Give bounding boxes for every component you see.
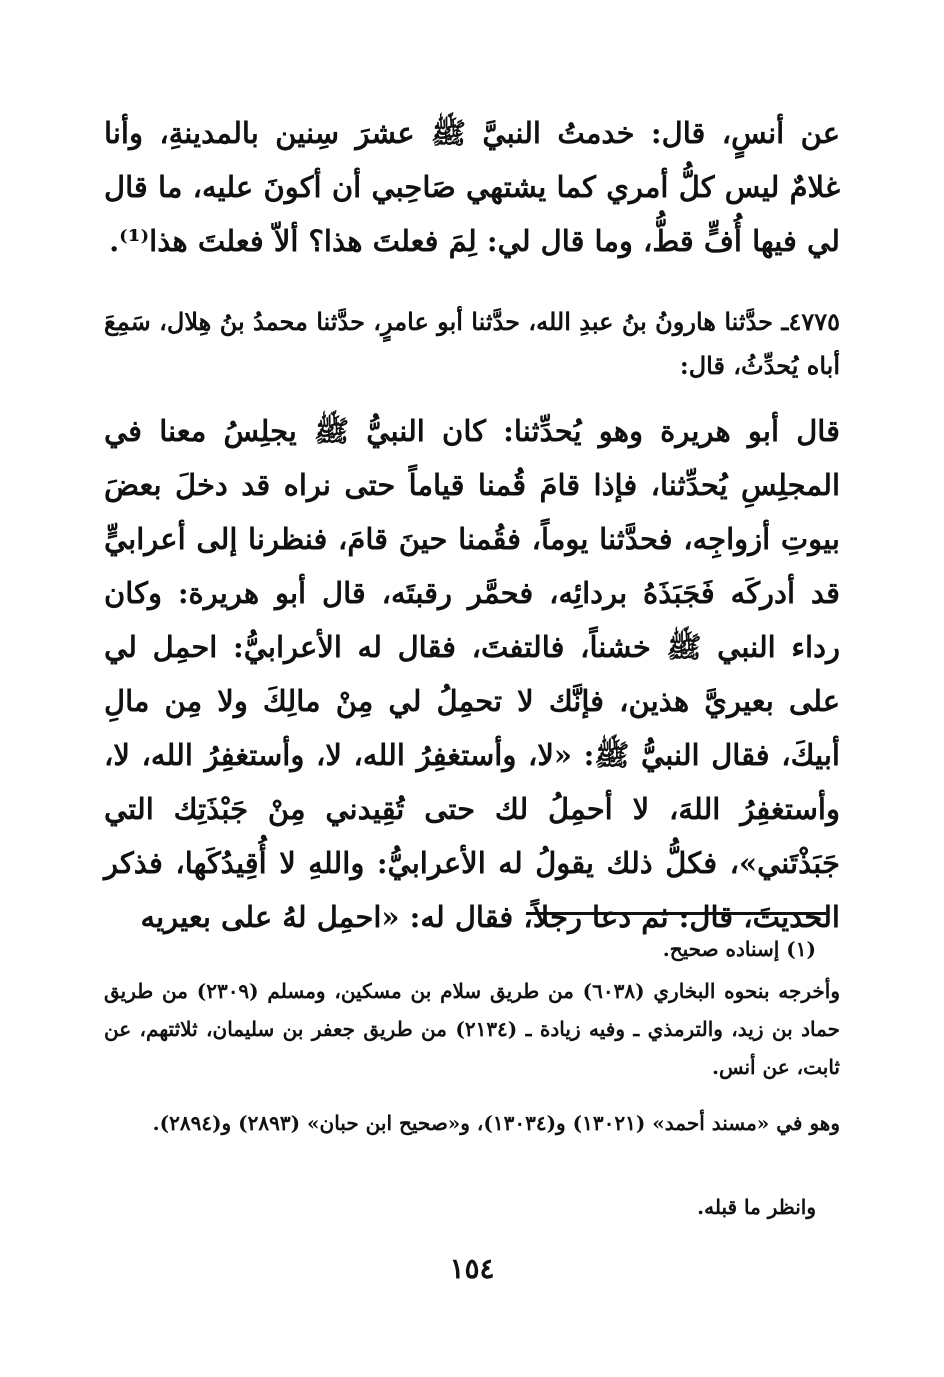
hadith-isnad-4775: ٤٧٧٥ـ حدَّثنا هارونُ بنُ عبدِ الله، حدَّثنا أبو عامرٍ، حدَّثنا محمدُ بنُ هِلال، سَمِعَ أباه يُحدِّثُ، قال: <box>104 307 840 380</box>
footnote-separator <box>526 912 826 915</box>
footnote-see-previous: وانظر ما قبله. <box>697 1195 816 1219</box>
page-number: ١٥٤ <box>449 1252 495 1285</box>
footnote-1: (١) إسناده صحيح. <box>662 937 816 961</box>
hadith-matn-4775: قال أبو هريرة وهو يُحدِّثنا: كان النبيُّ ﷺ يجلِسُ معنا في المجلِسِ يُحدِّثنا، فإذا قامَ قُمنا قياماً حتى نراه قد دخلَ بعضَ بيوتِ أزواجِه، فحدَّثنا يوماً، فقُمنا حينَ قامَ، فنظرنا إلى أعرابيٍّ قد أدركَه فَجَبَذَهُ بردائِه، فحمَّر رقبتَه، قال أبو هريرة: وكان رداء النبي ﷺ خشناً، فالتفتَ، فقال له الأعرابيُّ: احمِل لي على بعيريَّ هذين، فإنَّك لا تحمِلُ لي مِنْ مالِكَ ولا مِن مالِ أبيكَ، فقال النبيُّ ﷺ: «لا، وأستغفِرُ الله، لا، وأستغفِرُ الله، لا، وأستغفِرُ اللهَ، لا أحمِلُ لك حتى تُقِيدني مِنْ جَبْذَتِك التي جَبَذْتَني»، فكلُّ ذلك يقولُ له الأعرابيُّ: واللهِ لا أُقِيدُكَها، فذكر الحديثَ، قال: ثم دعا رجلاً، فقال له: «احمِل لهُ على بعيريه <box>104 414 841 934</box>
hadith-text-continuation: عن أنسٍ، قال: خدمتُ النبيَّ ﷺ عشرَ سِنين بالمدينةِ، وأنا غلامٌ ليس كلُّ أمري كما يشتهي صَاحِبي أن أكونَ عليه، ما قال لي فيها أُفٍّ قطُّ، وما قال لي: لِمَ فعلتَ هذا؟ ألاّ فعلتَ هذا⁽¹⁾. <box>104 116 840 258</box>
footnote-references: وهو في «مسند أحمد» (١٣٠٢١) و(١٣٠٣٤)، و«صحيح ابن حبان» (٢٨٩٣) و(٢٨٩٤). <box>152 1111 840 1135</box>
footnote-takhrij: وأخرجه بنحوه البخاري (٦٠٣٨) من طريق سلام بن مسكين، ومسلم (٢٣٠٩) من طريق حماد بن زيد، والترمذي ـ وفيه زيادة ـ (٢١٣٤) من طريق جعفر بن سليمان، ثلاثتهم، عن ثابت، عن أنس. <box>104 979 841 1079</box>
